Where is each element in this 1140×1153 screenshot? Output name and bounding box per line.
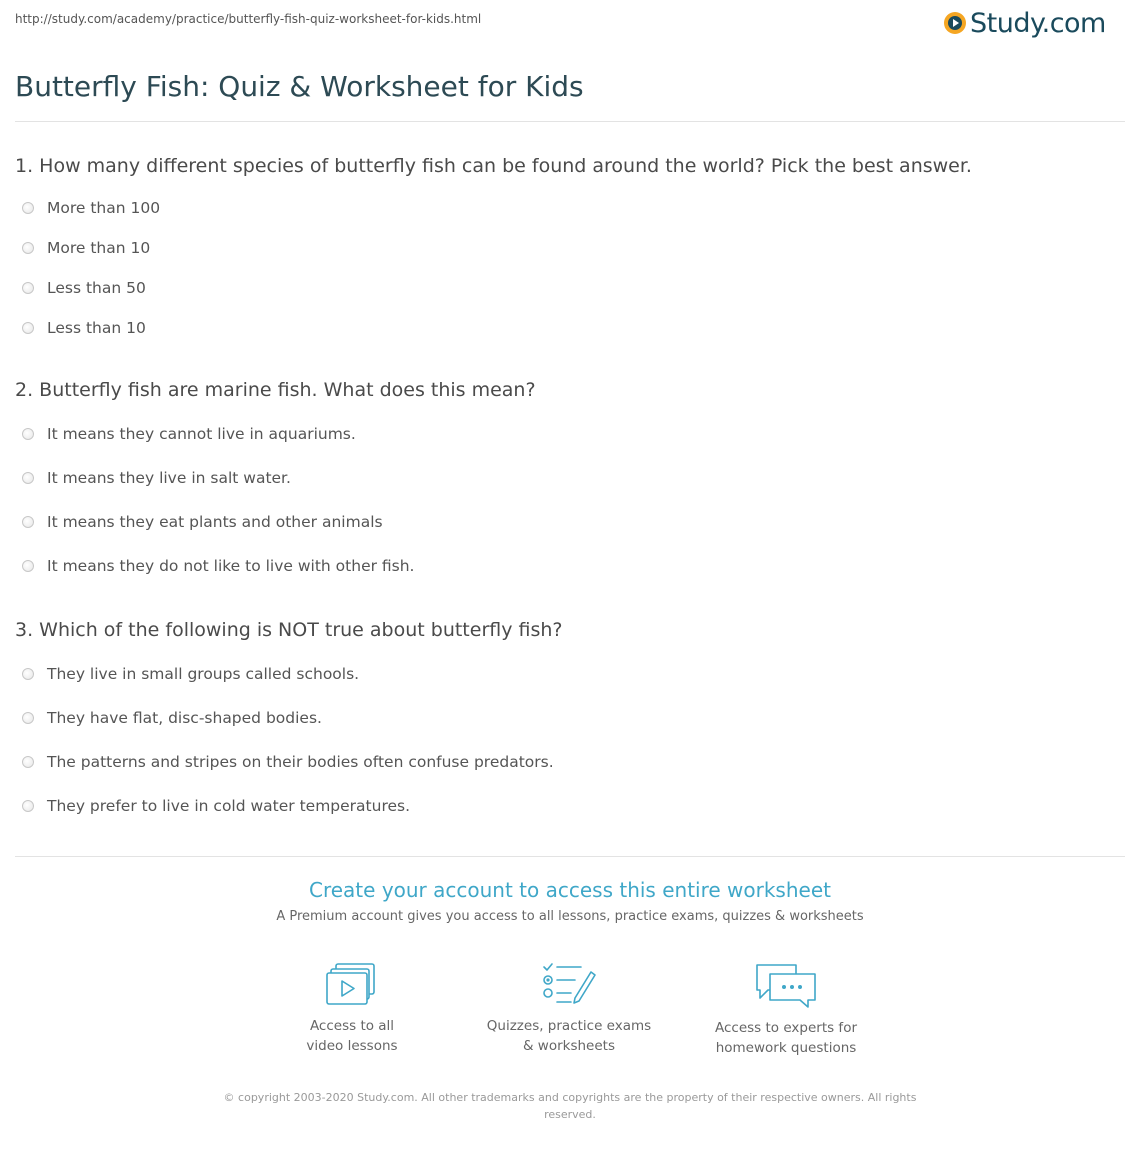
radio-button[interactable] — [22, 756, 34, 768]
option-2-3[interactable] — [22, 511, 383, 533]
radio-button[interactable] — [22, 472, 34, 484]
question-2: 2. Butterfly fish are marine fish. What does this mean? — [15, 379, 536, 401]
play-logo-icon — [944, 12, 966, 34]
radio-button[interactable] — [22, 202, 34, 214]
option-label: It means they live in salt water. — [47, 469, 291, 487]
option-label: It means they do not like to live with other fish. — [47, 557, 415, 575]
option-label: It means they cannot live in aquariums. — [47, 425, 356, 443]
option-1-1[interactable] — [22, 197, 160, 219]
radio-button[interactable] — [22, 516, 34, 528]
option-label: Less than 50 — [47, 279, 146, 297]
logo-text: Study.com — [970, 7, 1106, 39]
option-2-4[interactable] — [22, 555, 415, 577]
radio-button[interactable] — [22, 282, 34, 294]
option-label: They have flat, disc-shaped bodies. — [47, 709, 322, 727]
option-label: More than 10 — [47, 239, 151, 257]
question-3: 3. Which of the following is NOT true about butterfly fish? — [15, 619, 563, 641]
section-divider — [15, 856, 1125, 857]
option-label: They live in small groups called schools. — [47, 665, 360, 683]
feature-label: Access to all video lessons — [306, 1018, 398, 1054]
option-label: More than 100 — [47, 199, 161, 217]
option-2-1[interactable] — [22, 423, 356, 445]
option-3-1[interactable] — [22, 663, 359, 685]
option-3-3[interactable] — [22, 751, 554, 773]
radio-button[interactable] — [22, 800, 34, 812]
option-label: Less than 10 — [47, 319, 146, 337]
radio-button[interactable] — [22, 322, 34, 334]
radio-button[interactable] — [22, 712, 34, 724]
feature-experts — [686, 962, 886, 1058]
feature-quizzes — [469, 962, 669, 1056]
option-1-3[interactable] — [22, 277, 146, 299]
premium-description: A Premium account gives you access to all lessons, practice exams, quizzes & worksheets — [276, 909, 864, 924]
option-3-4[interactable] — [22, 795, 410, 817]
create-account-link[interactable]: Create your account to access this entire worksheet — [309, 878, 831, 902]
title-divider — [15, 121, 1125, 122]
option-2-2[interactable] — [22, 467, 291, 489]
page-url: http://study.com/academy/practice/butterfly-fish-quiz-worksheet-for-kids.html — [15, 12, 482, 26]
radio-button[interactable] — [22, 560, 34, 572]
radio-button[interactable] — [22, 242, 34, 254]
radio-button[interactable] — [22, 668, 34, 680]
option-1-4[interactable] — [22, 317, 146, 339]
study-logo[interactable] — [944, 6, 1106, 40]
feature-label: Quizzes, practice exams & worksheets — [486, 1018, 652, 1054]
question-1: 1. How many different species of butterfly fish can be found around the world? Pick the best answer. — [15, 155, 972, 177]
page-title: Butterfly Fish: Quiz & Worksheet for Kids — [15, 70, 584, 103]
option-label: They prefer to live in cold water temperatures. — [47, 797, 411, 815]
option-label: It means they eat plants and other animals — [47, 513, 383, 531]
option-label: The patterns and stripes on their bodies often confuse predators. — [47, 753, 554, 771]
copyright-notice: © copyright 2003-2020 Study.com. All other trademarks and copyrights are the property of their respective owners. All rights reserved. — [223, 1091, 917, 1121]
quiz-checklist-icon — [541, 962, 597, 1006]
option-1-2[interactable] — [22, 237, 150, 259]
feature-video-lessons — [252, 962, 452, 1056]
page-header — [0, 0, 1140, 46]
chat-bubbles-icon — [754, 962, 818, 1008]
radio-button[interactable] — [22, 428, 34, 440]
video-lessons-icon — [326, 962, 378, 1006]
feature-label: Access to experts for homework questions — [714, 1020, 857, 1056]
option-3-2[interactable] — [22, 707, 322, 729]
